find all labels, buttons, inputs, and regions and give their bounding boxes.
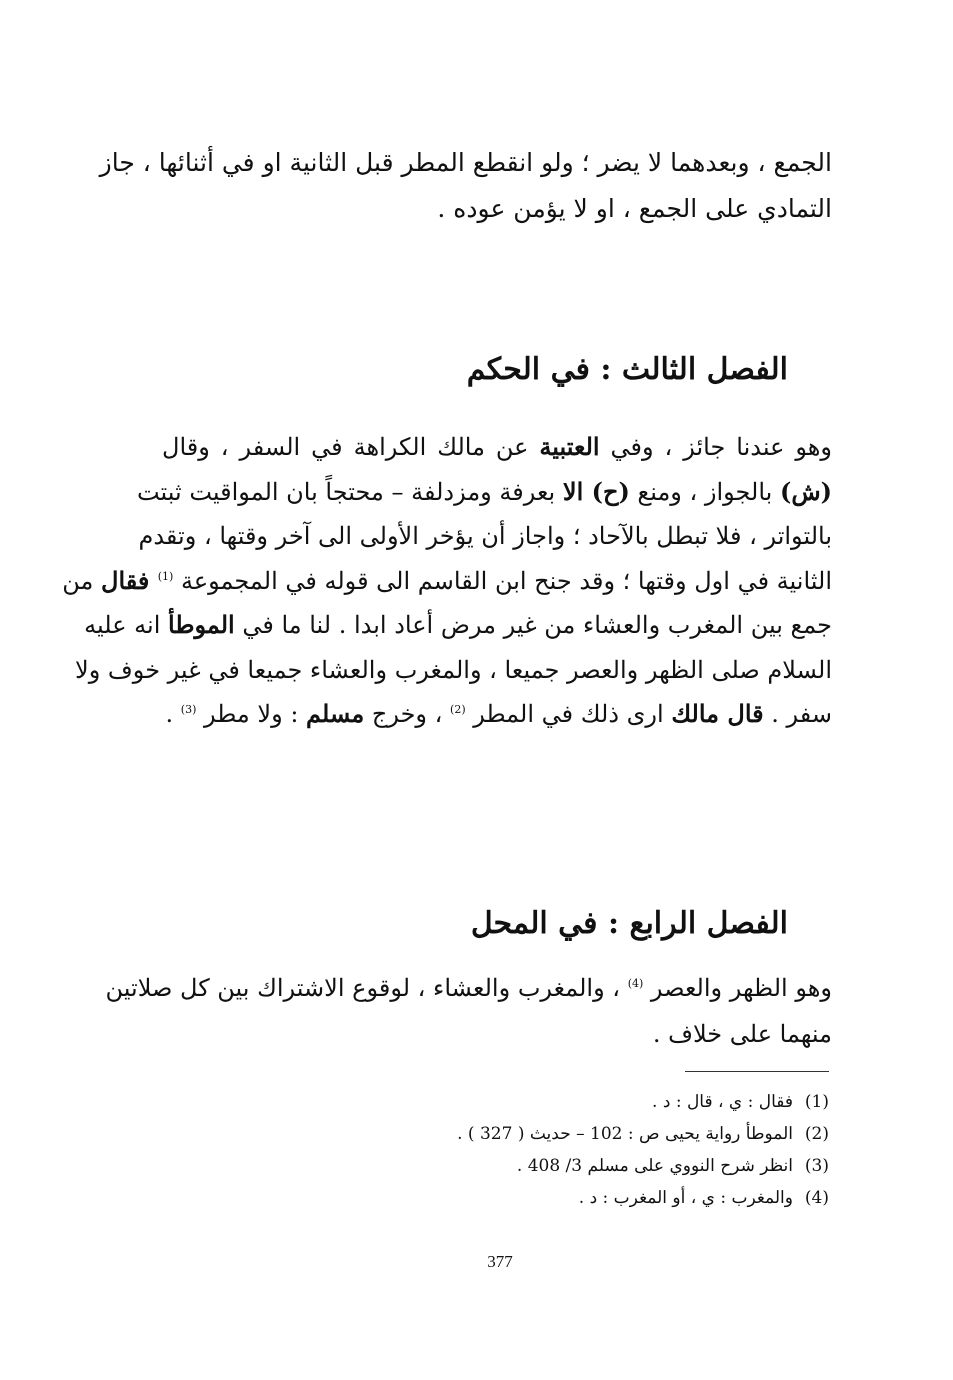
footnotes (309, 1086, 829, 1214)
footnote: (1)فقال : ي ، قال : د . (652, 1092, 829, 1112)
footnote-ref: (1) (157, 569, 174, 583)
text-line: (ش) بالجواز ، ومنع (ح) الا بعرفة ومزدلفة – محتجاً بان المواقيت ثبتت (136, 476, 832, 506)
text-line: الجمع ، وبعدهما لا يضر ؛ ولو انقطع المطر قبل الثانية او في أثنائها ، جاز (99, 148, 832, 177)
text-line: منهما على خلاف . (652, 1020, 832, 1048)
text-line: السلام صلى الظهر والعصر جميعا ، والمغرب والعشاء جميعا في غير خوف ولا (75, 655, 832, 684)
section-paragraph (105, 965, 832, 1057)
text-line: جمع بين المغرب والعشاء من غير مرض أعاد ابدا . لنا ما في الموطأ انه عليه (84, 610, 832, 639)
footnote-divider (685, 1071, 829, 1072)
section-paragraph (62, 425, 832, 737)
text-line: التمادي على الجمع ، او لا يؤمن عوده . (437, 194, 832, 223)
footnote: (2)الموطأ رواية يحيى ص : 102 – حديث ( 327 ) . (457, 1124, 829, 1144)
paragraph-continuation (99, 140, 832, 232)
footnote-ref: (3) (180, 703, 197, 716)
page-number: 377 (487, 1252, 513, 1271)
text-line: بالتواتر ، فلا تبطل بالآحاد ؛ واجاز أن يؤخر الأولى الى آخر وقتها ، وتقدم (138, 522, 832, 550)
text-line: وهو الظهر والعصر $^{(4)}$ ، والمغرب والعشاء ، لوقوع الاشتراك بين كل صلاتين (105, 974, 832, 1002)
section-heading: الفصل الرابع : في المحل (470, 906, 788, 941)
section-heading: الفصل الثالث : في الحكم (466, 352, 788, 387)
text-line: سفر . قال مالك ارى ذلك في المطر $^{(2)}$ ، وخرج مسلم : ولا مطر $^{(3)}$ . (165, 699, 832, 728)
text-line: الثانية في اول وقتها ؛ وقد جنح ابن القاسم الى قوله في المجموعة $^{(1)}$ فقال من (62, 565, 832, 595)
footnote-ref: (4) (627, 977, 644, 990)
text-line: وهو عندنا جائز ، وفي العتبية عن مالك الكراهة في السفر ، وقال (162, 432, 832, 461)
footnote: (3)انظر شرح النووي على مسلم 3/ 408 . (516, 1156, 829, 1176)
footnote: (4)والمغرب : ي ، أو المغرب : د . (578, 1188, 829, 1208)
footnote-ref: (2) (450, 703, 466, 716)
